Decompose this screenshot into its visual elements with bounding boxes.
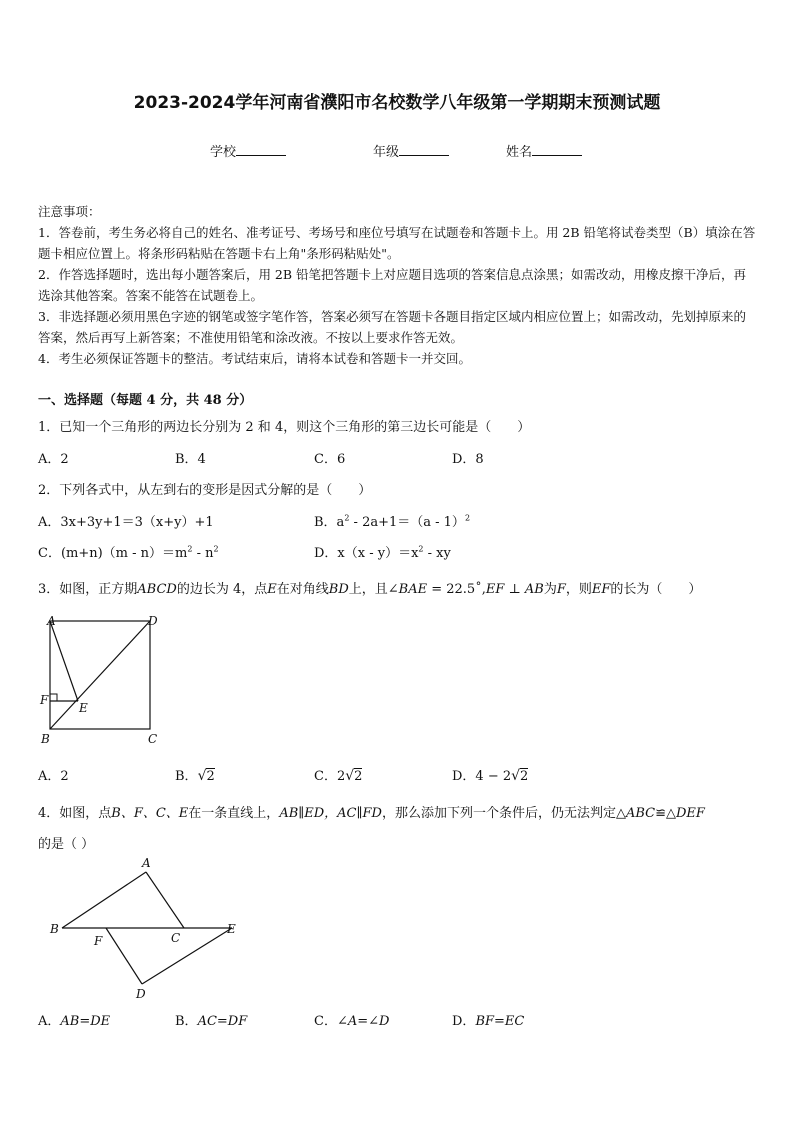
q3-stem-mid2: 在对角线 [276, 582, 329, 597]
q4-stem-mid: 在一条直线上， [188, 806, 280, 821]
q3-option-c: C．2√2 [314, 768, 363, 784]
q3-b-pre: B． [175, 769, 198, 784]
q2-c-mid: - n [192, 546, 214, 561]
q4-label-e: E [227, 922, 236, 936]
q4-stem-line2: 的是（ ） [38, 837, 95, 852]
q3-square-figure [34, 612, 164, 748]
grade-label: 年级 [373, 145, 400, 160]
q3-bd: BD [328, 582, 349, 597]
q4-abc: ABC [625, 806, 656, 821]
q3-bae: BAE [398, 582, 428, 597]
q4-points: B、F、C、E [111, 806, 189, 821]
q3-abcd: ABCD [137, 582, 177, 597]
q2-option-b [314, 511, 470, 530]
q3-label-a: A [47, 614, 56, 628]
q2-c-pre: C．(m+n)（m - n）＝m [38, 546, 188, 561]
name-blank [532, 143, 582, 156]
name-label: 姓名 [506, 145, 533, 160]
q2-option-d [314, 542, 451, 561]
q1-option-a: A．2 [38, 452, 69, 467]
q3-label-f: F [40, 693, 49, 707]
q4-label-b: B [50, 922, 59, 936]
q4-label-a: A [142, 856, 151, 870]
q2-stem: 2．下列各式中，从左到右的变形是因式分解的是（ ） [38, 483, 372, 498]
q3-stem-mid5: 为 [543, 582, 557, 597]
q3-stem-mid1: 的边长为 4，点 [176, 582, 268, 597]
q3-c-radicand: 2 [354, 769, 363, 784]
q4-b-text: AC=DF [197, 1014, 248, 1029]
grade-blank [399, 143, 449, 156]
section-heading: 一、选择题（每题 4 分，共 48 分） [38, 393, 253, 408]
q4-c-pre: C． [314, 1014, 337, 1029]
q4-option-d [452, 1010, 524, 1029]
q3-option-b: B．√2 [175, 768, 215, 784]
q4-option-c [314, 1010, 389, 1029]
q4-label-c: C [171, 931, 181, 945]
q4-stem-line1 [38, 802, 705, 821]
q3-stem-pre: 3．如图，正方期 [38, 582, 138, 597]
q4-d-text: BF=EC [475, 1014, 525, 1029]
q1-stem: 1．已知一个三角形的两边长分别为 2 和 4，则这个三角形的第三边长可能是（ ） [38, 420, 531, 435]
grade-field [373, 141, 449, 160]
q4-a-text: AB=DE [60, 1014, 111, 1029]
q4-label-f: F [94, 934, 103, 948]
q4-stem-pre: 4．如图，点 [38, 806, 112, 821]
q2-c-sup: 2 [187, 544, 193, 554]
q3-d-pre: D．4 − 2 [452, 769, 512, 784]
page-title: 2023-2024学年河南省濮阳市名校数学八年级第一学期期末预测试题 [133, 93, 661, 113]
q4-b-pre: B． [175, 1014, 198, 1029]
school-label: 学校 [210, 145, 237, 160]
q3-b-radicand: 2 [206, 769, 215, 784]
q3-stem-mid3: 上，且∠ [348, 582, 399, 597]
q3-ef2: EF [591, 582, 611, 597]
name-field [506, 141, 582, 160]
q4-def: DEF [676, 806, 705, 821]
q2-c-sup2: 2 [213, 544, 219, 554]
q2-option-a: A．3x+3y+1＝3（x+y）+1 [38, 515, 214, 530]
note-2: 2．作答选择题时，选出每小题答案后，用 2B 铅笔把答题卡上对应题目选项的答案信息点涂黑；如需改动，用橡皮擦干净后，再选涂其他答案。答案不能答在试题卷上。 [38, 267, 747, 303]
q3-c-pre: C．2 [314, 769, 346, 784]
q2-b-sup2: 2 [464, 513, 471, 523]
q3-label-e: E [79, 701, 88, 715]
q4-a-pre: A． [38, 1014, 61, 1029]
q2-d-mid: - xy [423, 546, 451, 561]
q4-cong: ≌△ [655, 806, 676, 821]
q3-label-d: D [148, 614, 158, 628]
note-1: 1．答卷前，考生务必将自己的姓名、准考证号、考场号和座位号填写在试题卷和答题卡上。用 2B 铅笔将试卷类型（B）填涂在答题卡相应位置上。将条形码粘贴在答题卡右上角"条形码粘贴处"。 [38, 225, 756, 261]
q3-stem-end: 的长为（ ） [610, 582, 702, 597]
q1-option-c: C．6 [314, 452, 346, 467]
school-field [210, 141, 286, 160]
q2-b-mid: - 2a+1＝（a - 1） [349, 515, 465, 530]
q2-d-sup: 2 [418, 544, 424, 554]
q3-label-b: B [41, 732, 50, 746]
q3-label-c: C [148, 732, 158, 746]
q3-perp: ⊥ [504, 582, 525, 597]
q4-d-pre: D． [452, 1014, 476, 1029]
q3-f: F [556, 582, 566, 597]
q4-stem-end: ，那么添加下列一个条件后，仍无法判定△ [381, 806, 626, 821]
q1-option-b: B．4 [175, 452, 206, 467]
q4-c-text: ∠A=∠D [336, 1014, 390, 1029]
note-3: 3．非选择题必须用黑色字迹的钢笔或签字笔作答，答案必须写在答题卡各题目指定区域内相应位置上；如需改动，先划掉原来的答案，然后再写上新答案；不准使用铅笔和涂改液。不按以上要求作答无效。 [38, 309, 746, 345]
q4-option-a [38, 1010, 110, 1029]
q3-d-radicand: 2 [520, 769, 529, 784]
q2-b-pre: B．a [314, 515, 345, 530]
q3-ef: EF [485, 582, 505, 597]
notes-heading: 注意事项： [38, 204, 101, 219]
q4-option-b [175, 1010, 247, 1029]
q3-stem [38, 578, 701, 597]
q4-label-d: D [136, 987, 146, 1001]
q2-d-pre: D．x（x - y）＝x [314, 546, 419, 561]
q4-triangles-figure [44, 852, 244, 1002]
q1-option-d: D．8 [452, 452, 484, 467]
q3-option-d: D．4 − 2√2 [452, 768, 529, 784]
note-4: 4．考生必须保证答题卡的整洁。考试结束后，请将本试卷和答题卡一并交回。 [38, 351, 471, 366]
q2-b-sup: 2 [344, 513, 350, 523]
q2-option-c [38, 542, 219, 561]
q3-ab: AB [524, 582, 544, 597]
q3-stem-mid4: = 22.5˚, [427, 582, 486, 597]
q3-stem-mid6: ，则 [565, 582, 592, 597]
school-blank [236, 143, 286, 156]
q3-e: E [267, 582, 277, 597]
q3-option-a: A．2 [38, 769, 69, 784]
q4-relations: AB∥ED，AC∥FD [279, 806, 382, 821]
